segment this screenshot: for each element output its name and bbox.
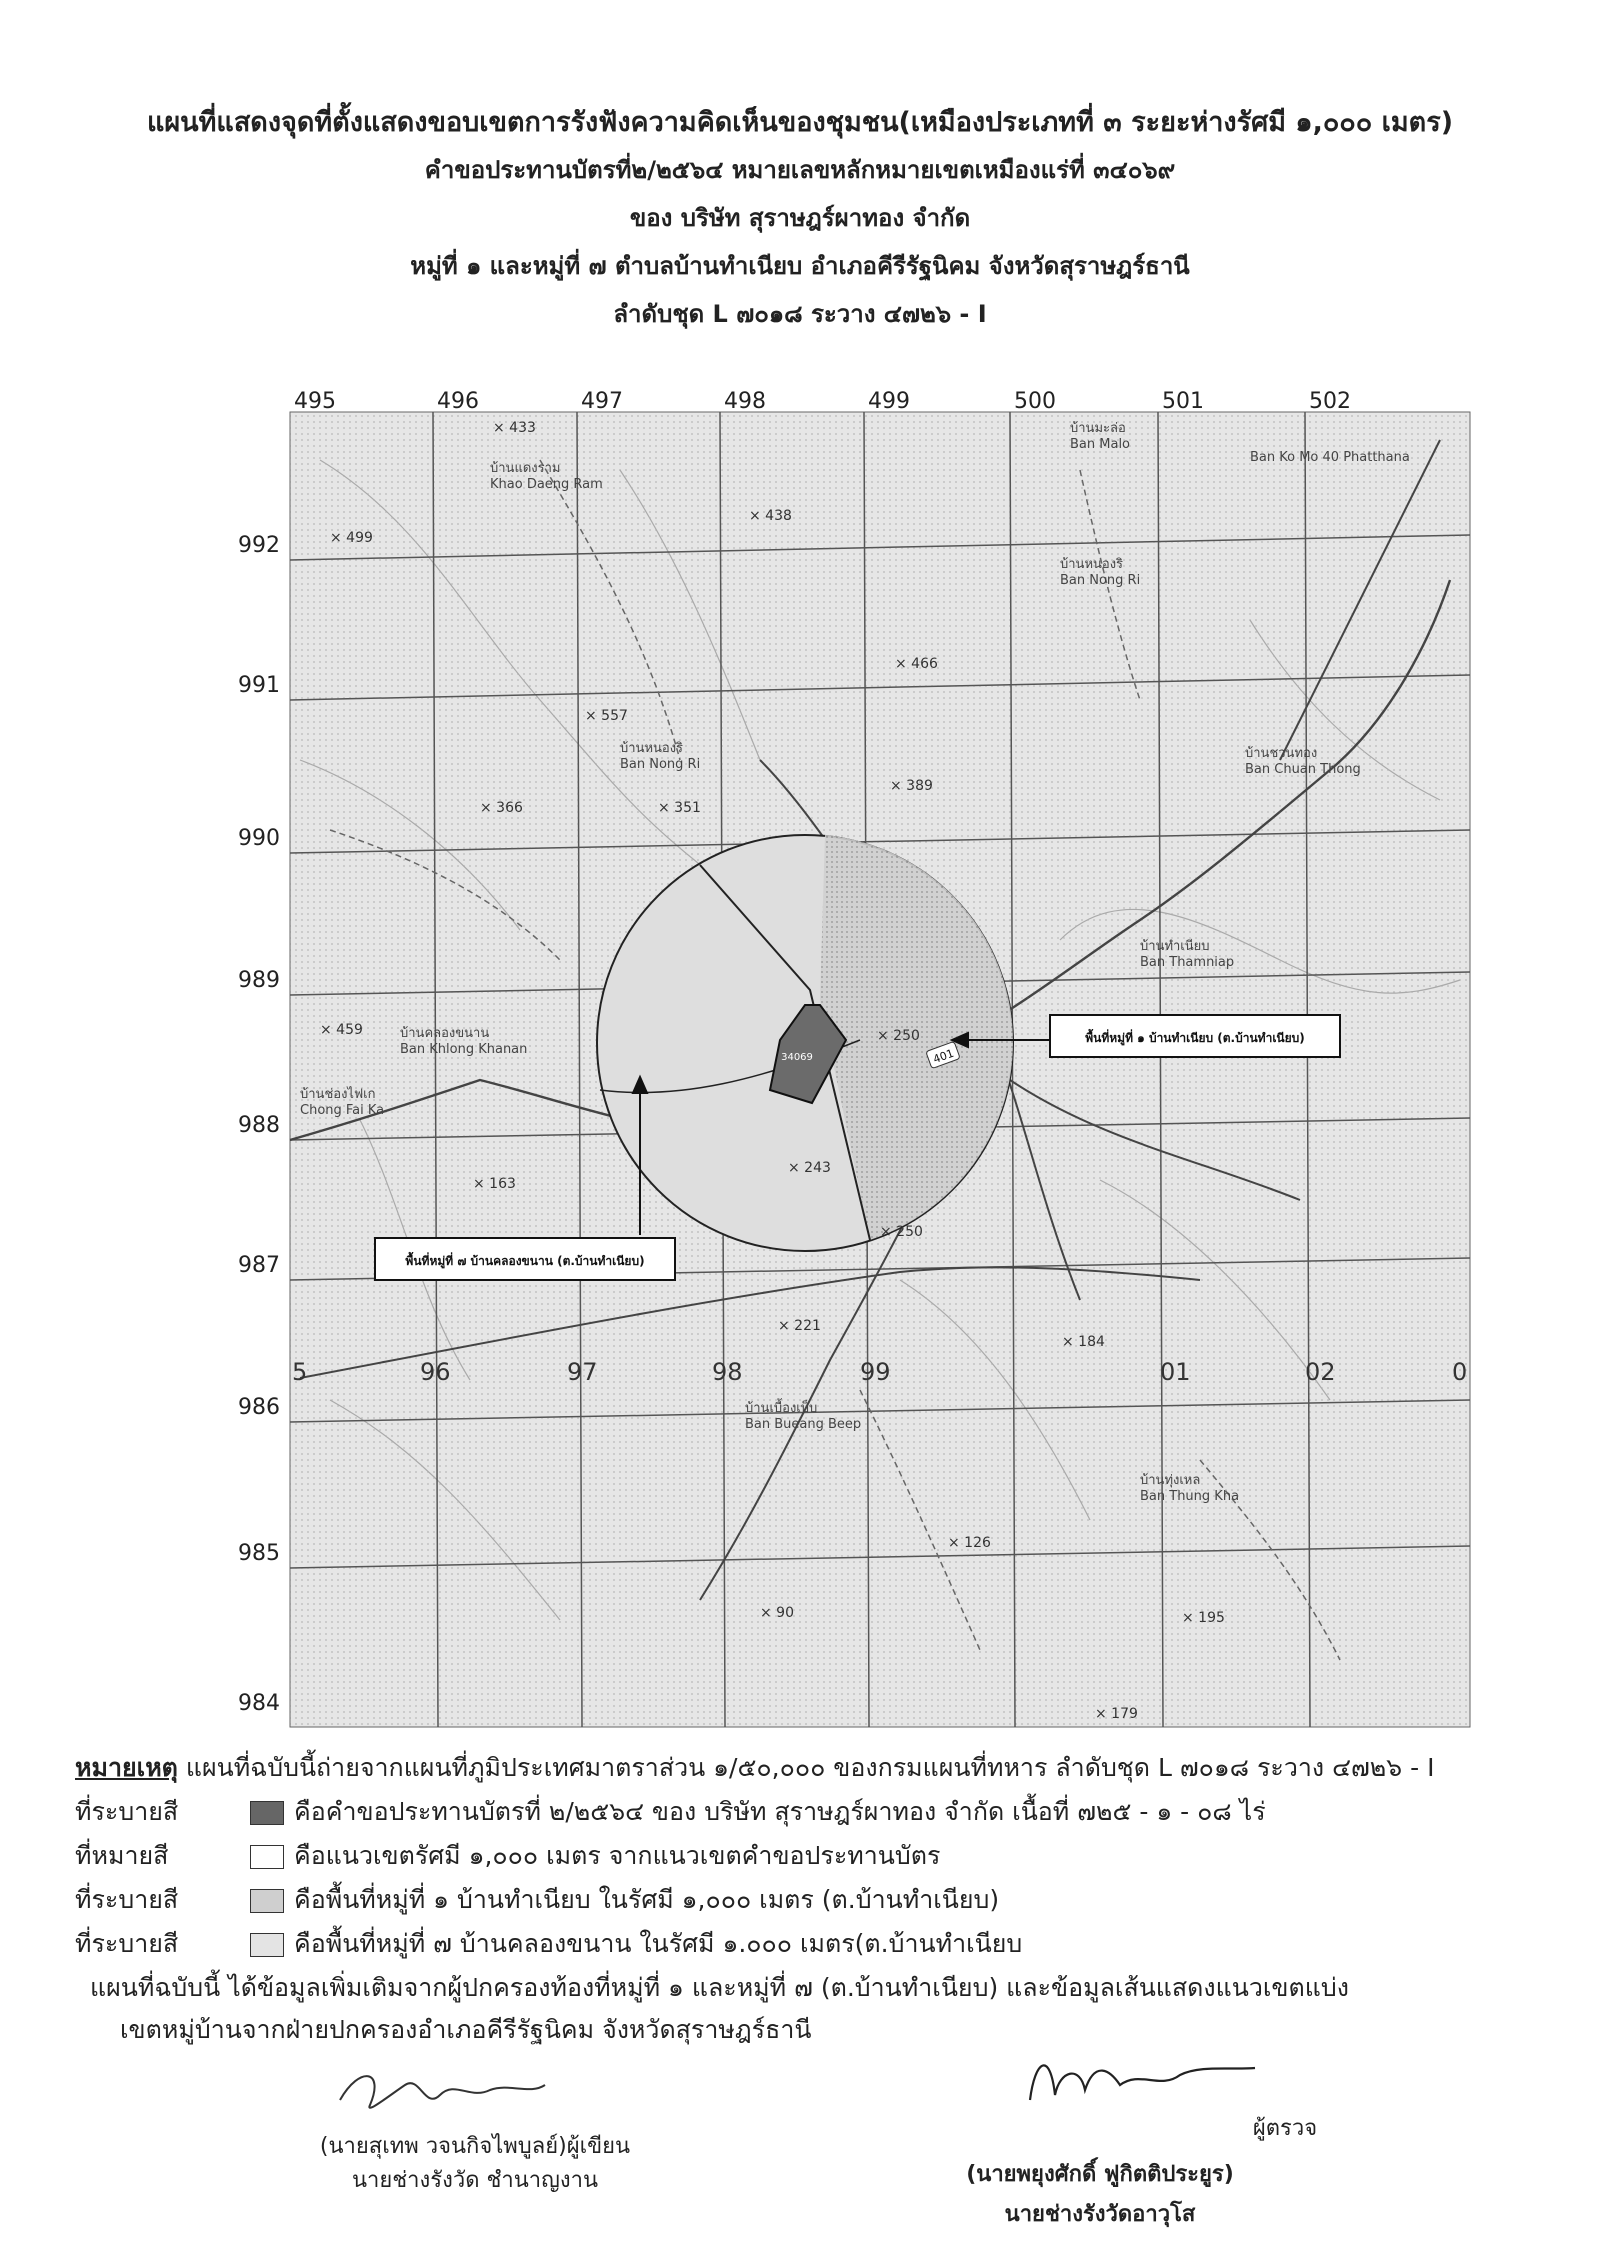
- place-name-english: Ban Thung Kha: [1140, 1489, 1240, 1504]
- grid-bottom-label: 97: [567, 1358, 598, 1386]
- grid-bottom-label: 96: [420, 1358, 451, 1386]
- elevation-point: × 195: [1182, 1610, 1225, 1626]
- elevation-point: × 438: [749, 508, 792, 524]
- elevation-point: × 351: [658, 800, 701, 816]
- place-name-english: Ban Malo: [1070, 437, 1131, 452]
- village1-callout: พื้นที่หมู่ที่ ๑ บ้านทำเนียบ (ต.บ้านทำเนียบ): [1085, 1031, 1305, 1045]
- legend-swatch-village1: [250, 1889, 284, 1913]
- elevation-point: × 499: [330, 530, 373, 546]
- place-name-english: Ban Nong Ri: [1060, 573, 1141, 588]
- elevation-point: × 389: [890, 778, 933, 794]
- legend-item-plot: [75, 1792, 1266, 1832]
- place-name-thai: บ้านเบื้องเบ็บ: [745, 1401, 818, 1416]
- grid-bottom-label: 02: [1305, 1358, 1336, 1386]
- legend-item-village7: [75, 1924, 1022, 1964]
- elevation-point: × 184: [1062, 1334, 1105, 1350]
- grid-top-label: 500: [1014, 389, 1056, 414]
- grid-top-label: 501: [1162, 389, 1204, 414]
- elevation-point: × 126: [948, 1535, 991, 1551]
- grid-side-label: 992: [238, 533, 280, 558]
- grid-top-label: 497: [581, 389, 623, 414]
- checker-name: (นายพยุงศักดิ์ ฟูกิตติประยูร): [966, 2162, 1234, 2187]
- legend-text: คือพื้นที่หมู่ที่ ๑ บ้านทำเนียบ ในรัศมี ๑,๐๐๐ เมตร (ต.บ้านทำเนียบ): [294, 1885, 1000, 1914]
- legend-label: ที่ระบายสี: [75, 1885, 179, 1914]
- grid-top-label: 498: [724, 389, 766, 414]
- map-sheet-line: ลำดับชุด L ๗๐๑๘ ระวาง ๔๗๒๖ - I: [613, 300, 987, 328]
- grid-top-label: 499: [868, 389, 910, 414]
- place-name-thai: บ้านคลองขนาน: [400, 1026, 490, 1041]
- place-name-english: Chong Fai Ka: [300, 1103, 385, 1118]
- legend-swatch-village7: [250, 1933, 284, 1957]
- elevation-point: × 250: [880, 1224, 923, 1240]
- place-name-thai: บ้านแดงราม: [490, 461, 561, 476]
- remark-line-1: แผนที่ฉบับนี้ ได้ข้อมูลเพิ่มเติมจากผู้ปกครองท้องที่หมู่ที่ ๑ และหมู่ที่ ๗ (ต.บ้านทำเนียบ) และข้อมูลเส้นแสดงแนวเขตแบ่ง: [90, 1973, 1349, 2002]
- legend-text: คือแนวเขตรัศมี ๑,๐๐๐ เมตร จากแนวเขตคำขอประทานบัตร: [294, 1841, 941, 1870]
- legend-text: คือคำขอประทานบัตรที่ ๒/๒๕๖๔ ของ บริษัท สุราษฎร์ผาทอง จำกัด เนื้อที่ ๗๒๕ - ๑ - ๐๘ ไร่: [294, 1797, 1266, 1826]
- legend-label: ที่ระบายสี: [75, 1797, 179, 1826]
- legend-item-village1: [75, 1880, 999, 1920]
- place-name-thai: บ้านทำเนียบ: [1140, 939, 1210, 954]
- company-line: ของ บริษัท สุราษฎร์ผาทอง จำกัด: [629, 204, 971, 232]
- map-title: แผนที่แสดงจุดที่ตั้งแสดงขอบเขตการรังฟังความคิดเห็นของชุมชน(เหมืองประเภทที่ ๓ ระยะห่างรัศมี ๑,๐๐๐ เมตร): [146, 107, 1454, 138]
- grid-top-label: 495: [294, 389, 336, 414]
- grid-side-labels: [238, 533, 280, 1716]
- grid-bottom-label: 99: [860, 1358, 891, 1386]
- place-name-thai: บ้านช่องไฟเก: [300, 1087, 376, 1102]
- place-name-english: Ban Bueang Beep: [745, 1417, 862, 1432]
- legend-item-radius: [75, 1836, 940, 1876]
- grid-side-label: 987: [238, 1253, 280, 1278]
- grid-top-labels: [294, 389, 1351, 414]
- writer-title: นายช่างรังวัด ชำนาญงาน: [351, 2168, 599, 2193]
- grid-side-label: 986: [238, 1395, 280, 1420]
- legend-swatch-radius: [250, 1845, 284, 1869]
- elevation-point: × 179: [1095, 1706, 1138, 1722]
- elevation-point: × 433: [493, 420, 536, 436]
- legend-label: ที่หมายสี: [75, 1841, 169, 1870]
- place-name-english: Ban Khlong Khanan: [400, 1042, 528, 1057]
- note-title: หมายเหตุ: [75, 1753, 178, 1782]
- grid-side-label: 989: [238, 968, 280, 993]
- place-name-english: Ban Chuan Thong: [1245, 762, 1361, 777]
- place-name-english: Khao Daeng Ram: [490, 477, 603, 492]
- place-name-thai: บ้านหนองริ: [1060, 557, 1124, 572]
- grid-side-label: 988: [238, 1113, 280, 1138]
- legend-text: คือพื้นที่หมู่ที่ ๗ บ้านคลองขนาน ในรัศมี ๑.๐๐๐ เมตร(ต.บ้านทำเนียบ: [294, 1929, 1023, 1958]
- grid-side-label: 990: [238, 826, 280, 851]
- place-name-thai: บ้านหนองริ: [620, 741, 684, 756]
- checker-title: นายช่างรังวัดอาวุโส: [1004, 2202, 1196, 2227]
- grid-bottom-label: 5: [292, 1358, 308, 1386]
- legend-swatch-plot: [250, 1801, 284, 1825]
- grid-top-label: 502: [1309, 389, 1351, 414]
- place-name-english: Ban Thamniap: [1140, 955, 1235, 970]
- road-number: 401: [931, 1046, 956, 1067]
- plot-label: 34069: [781, 1052, 813, 1063]
- village7-callout: พื้นที่หมู่ที่ ๗ บ้านคลองขนาน (ต.บ้านทำเนียบ): [405, 1254, 645, 1268]
- note-text: แผนที่ฉบับนี้ถ่ายจากแผนที่ภูมิประเทศมาตราส่วน ๑/๕๐,๐๐๐ ของกรมแผนที่ทหาร ลำดับชุด L ๗๐๑๘ ระวาง ๔๗๒๖ - I: [177, 1753, 1435, 1782]
- place-name-english: Ban Nong Ri: [620, 757, 701, 772]
- legend-note: [75, 1748, 1434, 1788]
- writer-signature: [330, 2055, 560, 2125]
- elevation-point: × 250: [877, 1028, 920, 1044]
- checker-signature: [1010, 2040, 1270, 2120]
- grid-top-label: 496: [437, 389, 479, 414]
- elevation-point: × 459: [320, 1022, 363, 1038]
- elevation-point: × 466: [895, 656, 938, 672]
- grid-side-label: 985: [238, 1541, 280, 1566]
- elevation-point: × 243: [788, 1160, 831, 1176]
- grid-bottom-label: 98: [712, 1358, 743, 1386]
- place-name-thai: บ้านทุ่งเหล: [1140, 1473, 1201, 1488]
- grid-bottom-label: 01: [1160, 1358, 1191, 1386]
- elevation-point: × 90: [760, 1605, 794, 1621]
- elevation-point: × 221: [778, 1318, 821, 1334]
- place-name-english: Ban Ko Mo 40 Phatthana: [1250, 450, 1410, 465]
- checker-role: ผู้ตรวจ: [1252, 2116, 1318, 2141]
- place-name-thai: บ้านชวนทอง: [1245, 746, 1318, 761]
- legend-label: ที่ระบายสี: [75, 1929, 179, 1958]
- remark-line-2: เขตหมู่บ้านจากฝ่ายปกครองอำเภอคีรีรัฐนิคม จังหวัดสุราษฎร์ธานี: [120, 2015, 812, 2044]
- location-line: หมู่ที่ ๑ และหมู่ที่ ๗ ตำบลบ้านทำเนียบ อำเภอคีรีรัฐนิคม จังหวัดสุราษฎร์ธานี: [410, 252, 1190, 280]
- elevation-point: × 163: [473, 1176, 516, 1192]
- grid-side-label: 984: [238, 1691, 280, 1716]
- writer-name: (นายสุเทพ วจนกิจไพบูลย์)ผู้เขียน: [319, 2134, 631, 2159]
- grid-bottom-label: 0: [1452, 1358, 1468, 1386]
- place-name-thai: บ้านมะล่อ: [1070, 421, 1126, 436]
- permit-request-line: คำขอประทานบัตรที่๒/๒๕๖๔ หมายเลขหลักหมายเขตเหมืองแร่ที่ ๓๔๐๖๙: [424, 156, 1176, 184]
- elevation-point: × 557: [585, 708, 628, 724]
- elevation-point: × 366: [480, 800, 523, 816]
- grid-side-label: 991: [238, 673, 280, 698]
